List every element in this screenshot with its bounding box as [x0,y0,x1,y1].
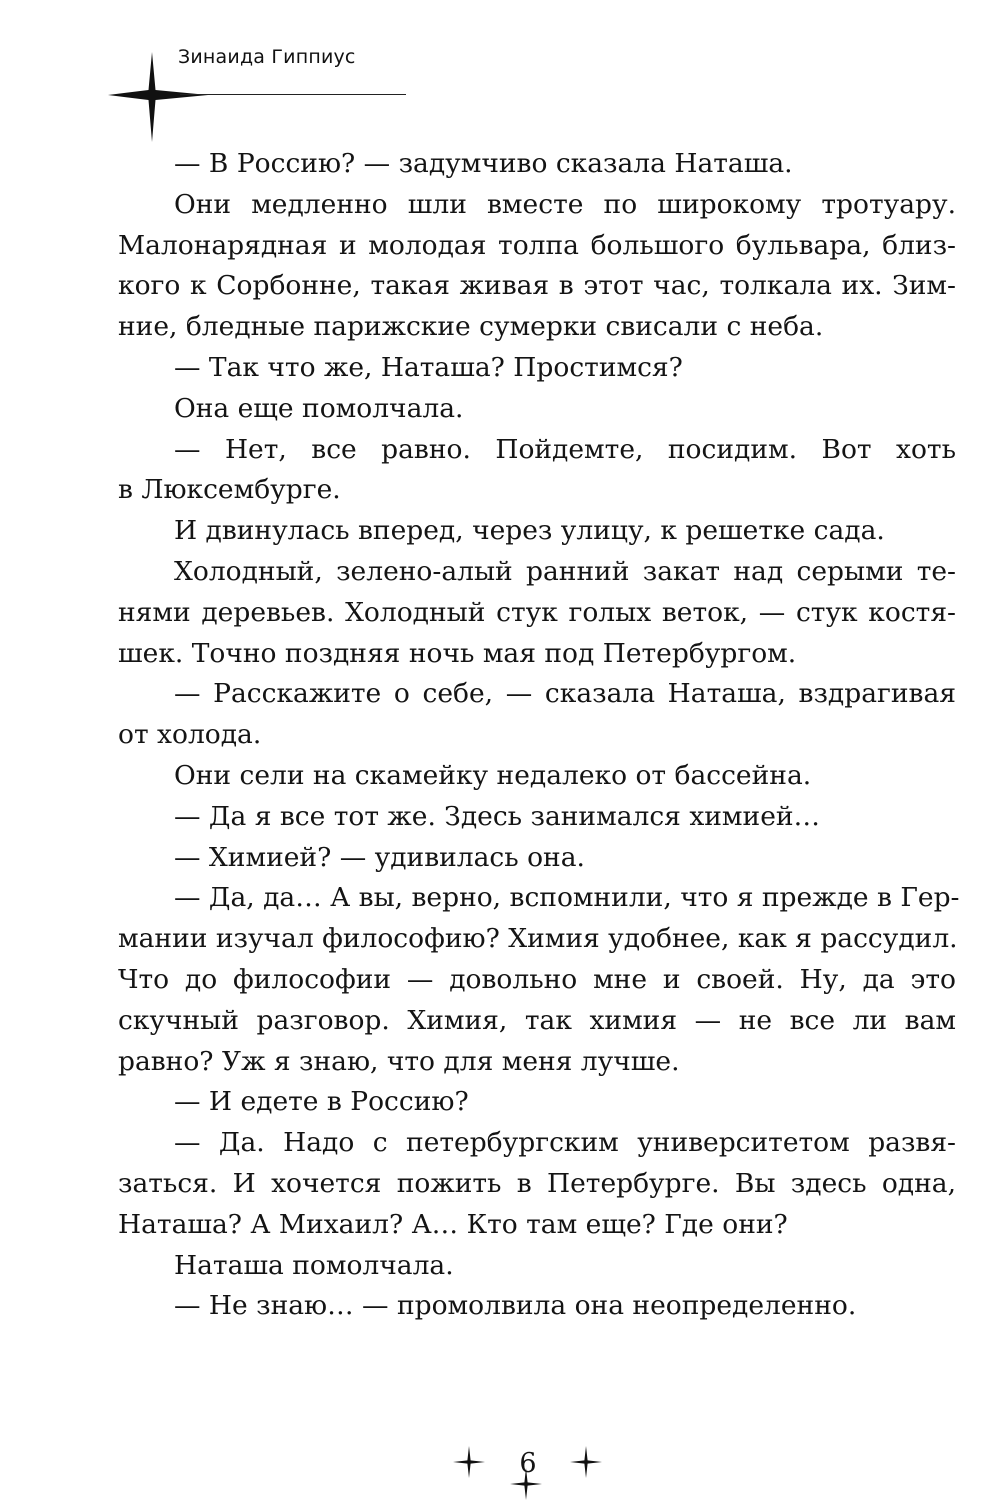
text-line: — Химией? — удивилась она. [174,841,585,873]
body-text [118,144,960,1327]
text-line: мании изучал философию? Химия удобнее, как я рассудил. [118,923,958,955]
text-line: заться. И хочется пожить в Петербурге. Вы здесь одна, [118,1167,956,1199]
four-point-star-icon [506,1464,546,1504]
text-line: Малонарядная и молодая толпа большого бульвара, близ- [118,229,956,261]
text-line: ние, бледные парижские сумерки свисали с неба. [118,311,824,343]
page-number: 6 [519,1448,537,1479]
text-line: Холодный, зелено-алый ранний закат над серыми те- [174,555,956,587]
text-line: И двинулась вперед, через улицу, к решетке сада. [174,515,885,547]
text-line: Наташа? А Михаил? А… Кто там еще? Где они? [118,1208,788,1240]
four-point-star-icon [449,1442,489,1482]
text-line: кого к Сорбонне, такая живая в этот час, толкала их. Зим- [118,270,956,302]
text-line: — В Россию? — задумчиво сказала Наташа. [174,148,793,179]
text-line: Они сели на скамейку недалеко от бассейна. [174,759,812,791]
text-line: скучный разговор. Химия, так химия — не все ли вам [118,1004,956,1036]
text-line: — Да, да… А вы, верно, вспомнили, что я прежде в Гер- [174,882,960,914]
running-head-author: Зинаида Гиппиус [178,46,356,68]
header-rule [180,94,406,95]
text-line: — Так что же, Наташа? Простимся? [174,351,683,383]
text-line: Они медленно шли вместе по широкому тротуару. [174,188,956,220]
text-line: Что до философии — довольно мне и своей. Ну, да это [118,963,956,995]
text-line: — Расскажите о себе, — сказала Наташа, вздрагивая [174,678,956,710]
four-point-star-icon [566,1442,606,1482]
text-line: — Да. Надо с петербургским университетом развя- [174,1127,956,1159]
text-line: нями деревьев. Холодный стук голых веток, — стук костя- [118,596,956,628]
text-line: от холода. [118,719,262,751]
text-line: Наташа помолчала. [174,1249,454,1281]
text-line: — Нет, все равно. Пойдемте, посидим. Вот хоть [174,433,956,465]
text-line: — Не знаю… — промолвила она неопределенно. [174,1290,857,1322]
text-line: Она еще помолчала. [174,392,464,424]
text-line: равно? Уж я знаю, что для меня лучше. [118,1045,680,1077]
text-line: шек. Точно поздняя ночь мая под Петербургом. [118,637,797,669]
text-line: — И едете в Россию? [174,1086,469,1118]
text-line: — Да я все тот же. Здесь занимался химией… [174,800,821,832]
text-line: в Люксембурге. [118,474,341,506]
